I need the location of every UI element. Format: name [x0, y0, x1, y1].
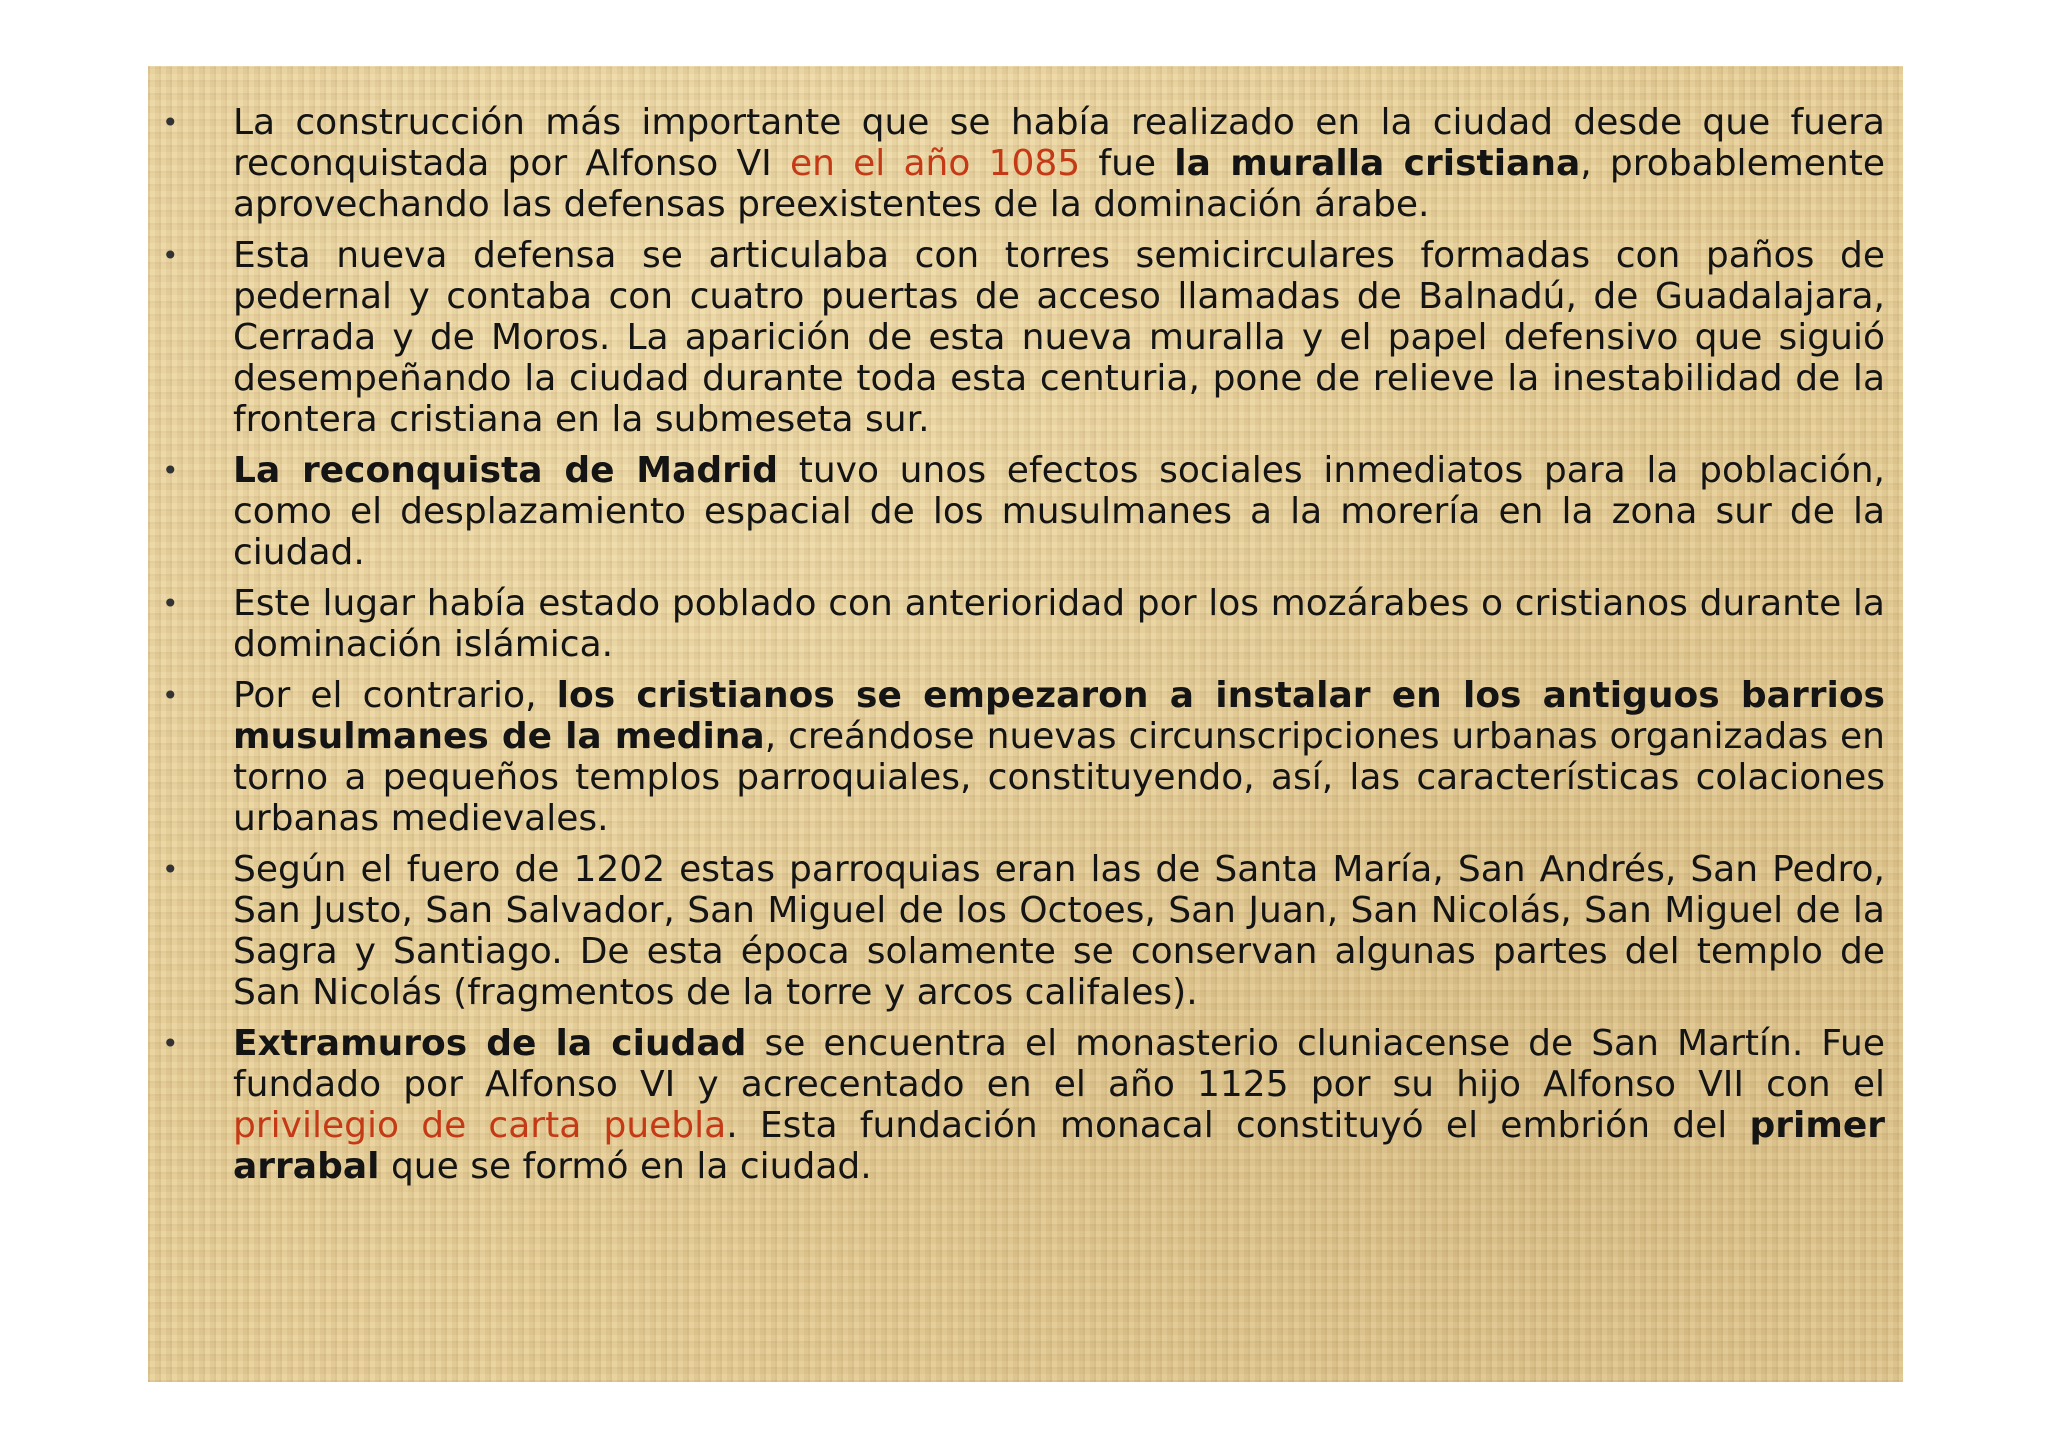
text-run: Según el fuero de 1202 estas parroquias eran las de Santa María, San Andrés, San Pedro, San Justo, San Salvador, San Miguel de los Octoes, San Juan, San Nicolás, San Miguel de la Sagra y Santiago. De esta época solamente se conservan algunas partes del templo de San Nicolás (fragmentos de la torre y arcos califales). [233, 849, 1885, 1013]
bullet-item [148, 675, 1903, 839]
bullet-item [148, 235, 1903, 440]
text-run: Esta nueva defensa se articulaba con torres semicirculares formadas con paños de pedernal y contaba con cuatro puertas de acceso llamadas de Balnadú, de Guadalajara, Cerrada y de Moros. La aparición de esta nueva muralla y el papel defensivo que siguió desempeñando la ciudad durante toda esta centuria, pone de relieve la inestabilidad de la frontera cristiana en la submeseta sur. [233, 235, 1885, 440]
text-run: se encuentra el monasterio cluniacense de San Martín. Fue fundado por Alfonso VI y acrecentado en el año 1125 por su hijo Alfonso VII con el [233, 1023, 1885, 1105]
emphasis-text: Extramuros de la ciudad [233, 1023, 747, 1064]
highlight-term: privilegio de carta puebla [233, 1105, 727, 1146]
text-run: fue [1080, 143, 1175, 184]
emphasis-text: primer arrabal [233, 1105, 1886, 1187]
emphasis-text: La reconquista de Madrid [233, 450, 779, 491]
bullet-item [148, 849, 1903, 1013]
bullet-item [148, 102, 1903, 225]
bullet-marker: • [162, 679, 179, 712]
text-run: Este lugar había estado poblado con anterioridad por los mozárabes o cristianos durante la dominación islámica. [233, 583, 1885, 665]
bullet-list [148, 102, 1903, 1197]
bullet-marker: • [162, 1027, 179, 1060]
text-run: , probablemente aprovechando las defensas preexistentes de la dominación árabe. [233, 143, 1886, 225]
bullet-item [148, 583, 1903, 665]
bullet-marker: • [162, 239, 179, 272]
text-run: , creándose nuevas circunscripciones urbanas organizadas en torno a pequeños templos parroquiales, constituyendo, así, las características colaciones urbanas medievales. [233, 716, 1885, 839]
text-run: La construcción más importante que se había realizado en la ciudad desde que fuera reconquistada por Alfonso VI [233, 102, 1885, 184]
bullet-marker: • [162, 454, 179, 487]
bullet-item [148, 1023, 1903, 1187]
text-run: que se formó en la ciudad. [379, 1146, 872, 1187]
slide [148, 66, 1903, 1382]
bullet-marker: • [162, 106, 179, 139]
emphasis-text: los cristianos se empezaron a instalar en los antiguos barrios musulmanes de la medina [233, 675, 1885, 757]
bullet-marker: • [162, 587, 179, 620]
text-run: . Esta fundación monacal constituyó el embrión del [726, 1105, 1750, 1146]
text-run: tuvo unos efectos sociales inmediatos para la población, como el desplazamiento espacial de los musulmanes a la morería en la zona sur de la ciudad. [233, 450, 1885, 573]
bullet-item [148, 450, 1903, 573]
text-run: Por el contrario, [233, 675, 557, 716]
emphasis-text: la muralla cristiana [1174, 143, 1581, 184]
bullet-marker: • [162, 853, 179, 886]
highlight-date: en el año 1085 [789, 143, 1081, 184]
